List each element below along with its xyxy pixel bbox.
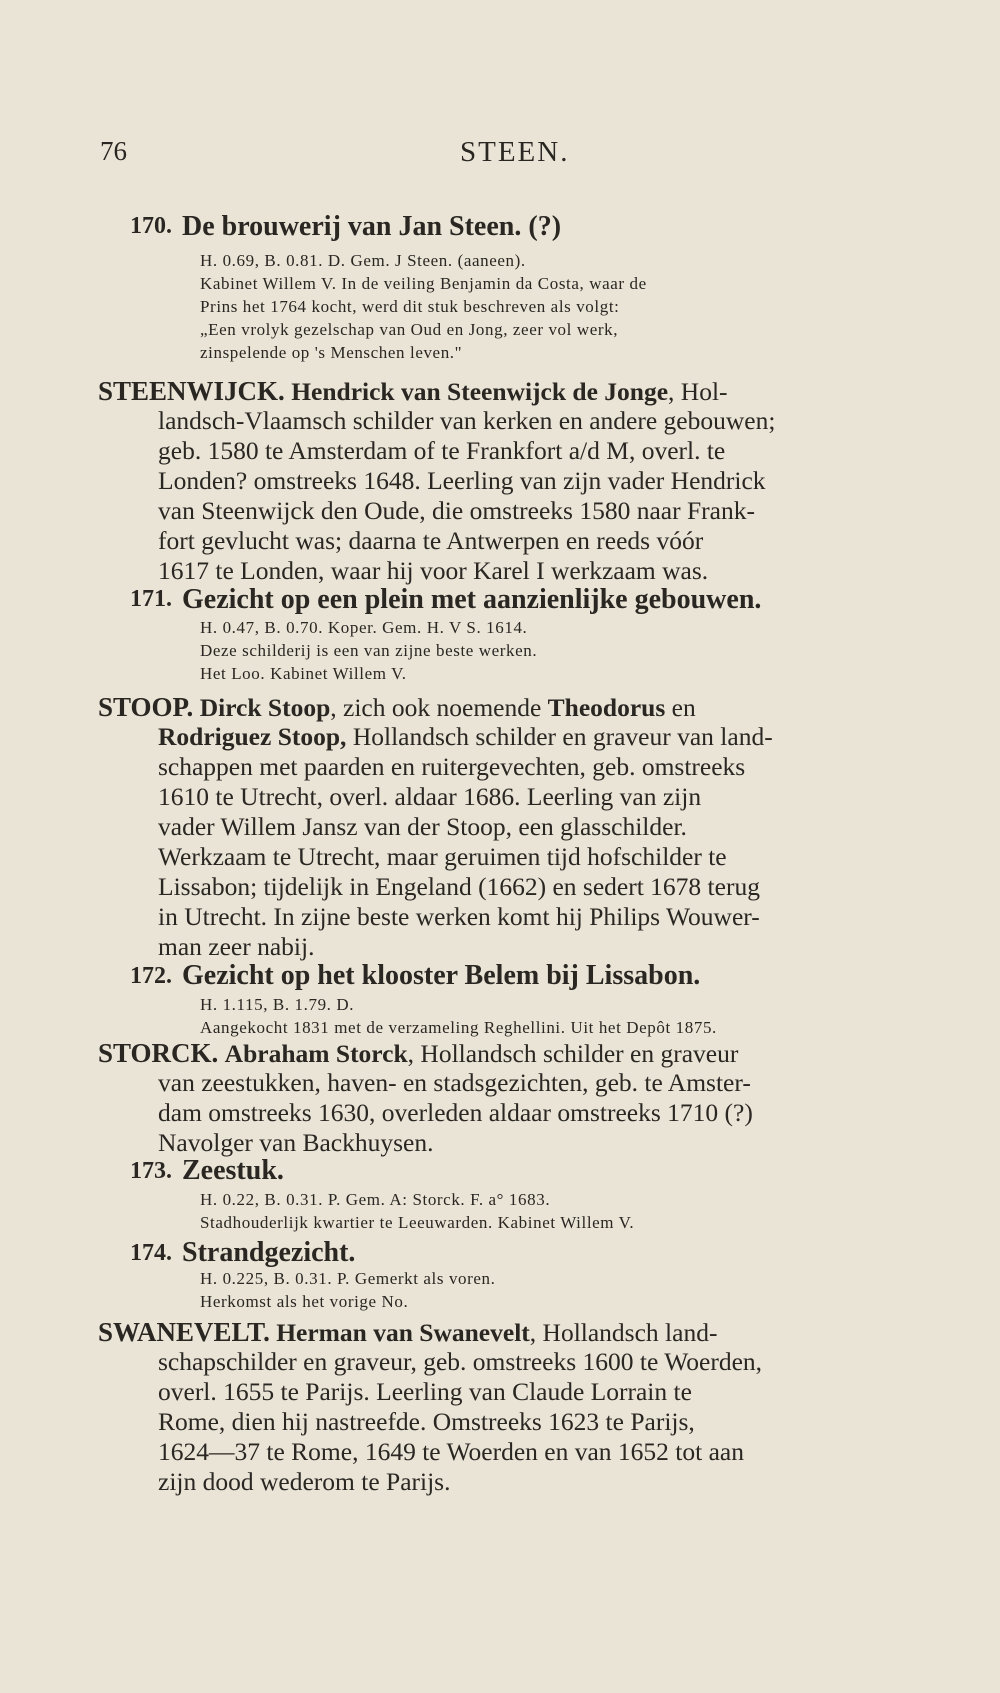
entry-title: De brouwerij van Jan Steen. (?)	[182, 211, 562, 242]
biography-text: , Hollandsch land-	[529, 1318, 718, 1347]
entry-number: 173.	[130, 1158, 172, 1184]
artist-surname: STOOP.	[98, 692, 194, 722]
entry-detail-line: Het Loo. Kabinet Willem V.	[200, 664, 407, 683]
page-number: 76	[100, 136, 127, 166]
artist-surname: SWANEVELT.	[98, 1317, 270, 1347]
biography-line: Navolger van Backhuysen.	[158, 1128, 434, 1157]
entry-number: 174.	[130, 1240, 172, 1266]
biography-line: vader Willem Jansz van der Stoop, een glasschilder.	[158, 812, 687, 841]
entry-number: 171.	[130, 586, 172, 612]
entry-detail-line: „Een vrolyk gezelschap van Oud en Jong, zeer vol werk,	[200, 320, 619, 339]
artist-fullname: Herman van Swanevelt	[276, 1318, 530, 1347]
biography-line: van Steenwijck den Oude, die omstreeks 1580 naar Frank-	[158, 496, 755, 525]
entry-detail-line: H. 0.69, B. 0.81. D. Gem. J Steen. (aaneen).	[200, 251, 526, 270]
biography-line: man zeer nabij.	[158, 932, 315, 961]
biography-line: schappen met paarden en ruitergevechten, geb. omstreeks	[158, 752, 746, 781]
entry-number: 172.	[130, 963, 172, 989]
entry-detail-line: Stadhouderlijk kwartier te Leeuwarden. Kabinet Willem V.	[200, 1213, 635, 1232]
biography-first-line	[98, 376, 728, 407]
biography-line: Lissabon; tijdelijk in Engeland (1662) en sedert 1678 terug	[158, 872, 760, 901]
entry-detail-line: H. 0.225, B. 0.31. P. Gemerkt als voren.	[200, 1269, 496, 1288]
biography-text: en	[665, 693, 696, 722]
biography-line	[158, 722, 773, 752]
entry-detail-line: H. 0.22, B. 0.31. P. Gem. A: Storck. F. a° 1683.	[200, 1190, 551, 1209]
biography-line: overl. 1655 te Parijs. Leerling van Claude Lorrain te	[158, 1377, 692, 1406]
entry-title: Gezicht op een plein met aanzienlijke gebouwen.	[182, 584, 762, 615]
artist-alias: Rodriguez Stoop,	[158, 722, 347, 751]
entry-detail-line: Aangekocht 1831 met de verzameling Reghellini. Uit het Depôt 1875.	[200, 1018, 717, 1037]
artist-fullname: Dirck Stoop	[199, 693, 331, 722]
biography-line: zijn dood wederom te Parijs.	[158, 1467, 451, 1496]
entry-detail-line: zinspelende op 's Menschen leven."	[200, 343, 463, 362]
biography-first-line	[98, 1038, 738, 1069]
running-title: STEEN.	[460, 136, 570, 168]
biography-line: dam omstreeks 1630, overleden aldaar omstreeks 1710 (?)	[158, 1098, 753, 1127]
biography-line: 1624—37 te Rome, 1649 te Woerden en van 1652 tot aan	[158, 1437, 744, 1466]
biography-line: schapschilder en graveur, geb. omstreeks 1600 te Woerden,	[158, 1347, 763, 1376]
biography-line: landsch-Vlaamsch schilder van kerken en andere gebouwen;	[158, 406, 776, 435]
biography-line: Rome, dien hij nastreefde. Omstreeks 1623 te Parijs,	[158, 1407, 695, 1436]
entry-title: Zeestuk.	[182, 1155, 284, 1186]
biography-first-line	[98, 1317, 717, 1348]
artist-fullname: Abraham Storck	[224, 1039, 408, 1068]
biography-line: Londen? omstreeks 1648. Leerling van zijn vader Hendrick	[158, 466, 766, 495]
biography-line: geb. 1580 te Amsterdam of te Frankfort a/d M, overl. te	[158, 436, 726, 465]
biography-text: Hollandsch schilder en graveur van land-	[346, 722, 773, 751]
entry-title: Strandgezicht.	[182, 1237, 356, 1268]
biography-line: Werkzaam te Utrecht, maar geruimen tijd hofschilder te	[158, 842, 727, 871]
biography-text: , Hol-	[668, 377, 728, 406]
entry-detail-line: Kabinet Willem V. In de veiling Benjamin da Costa, waar de	[200, 274, 647, 293]
biography-line: 1617 te Londen, waar hij voor Karel I werkzaam was.	[158, 556, 709, 585]
biography-text: , zich ook noemende	[330, 693, 548, 722]
biography-first-line	[98, 692, 696, 723]
artist-alias: Theodorus	[547, 693, 666, 722]
artist-surname: STEENWIJCK.	[98, 376, 285, 406]
entry-detail-line: Herkomst als het vorige No.	[200, 1292, 409, 1311]
biography-line: 1610 te Utrecht, overl. aldaar 1686. Leerling van zijn	[158, 782, 702, 811]
biography-line: fort gevlucht was; daarna te Antwerpen en reeds vóór	[158, 526, 704, 555]
entry-number: 170.	[130, 213, 172, 239]
biography-text: , Hollandsch schilder en graveur	[407, 1039, 739, 1068]
entry-detail-line: H. 1.115, B. 1.79. D.	[200, 995, 355, 1014]
artist-surname: STORCK.	[98, 1038, 219, 1068]
biography-line: van zeestukken, haven- en stadsgezichten, geb. te Amster-	[158, 1068, 751, 1097]
biography-line: in Utrecht. In zijne beste werken komt hij Philips Wouwer-	[158, 902, 760, 931]
entry-detail-line: Prins het 1764 kocht, werd dit stuk beschreven als volgt:	[200, 297, 620, 316]
entry-title: Gezicht op het klooster Belem bij Lissabon.	[182, 960, 701, 991]
artist-fullname: Hendrick van Steenwijck de Jonge	[291, 377, 669, 406]
entry-detail-line: H. 0.47, B. 0.70. Koper. Gem. H. V S. 1614.	[200, 618, 528, 637]
entry-detail-line: Deze schilderij is een van zijne beste werken.	[200, 641, 538, 660]
